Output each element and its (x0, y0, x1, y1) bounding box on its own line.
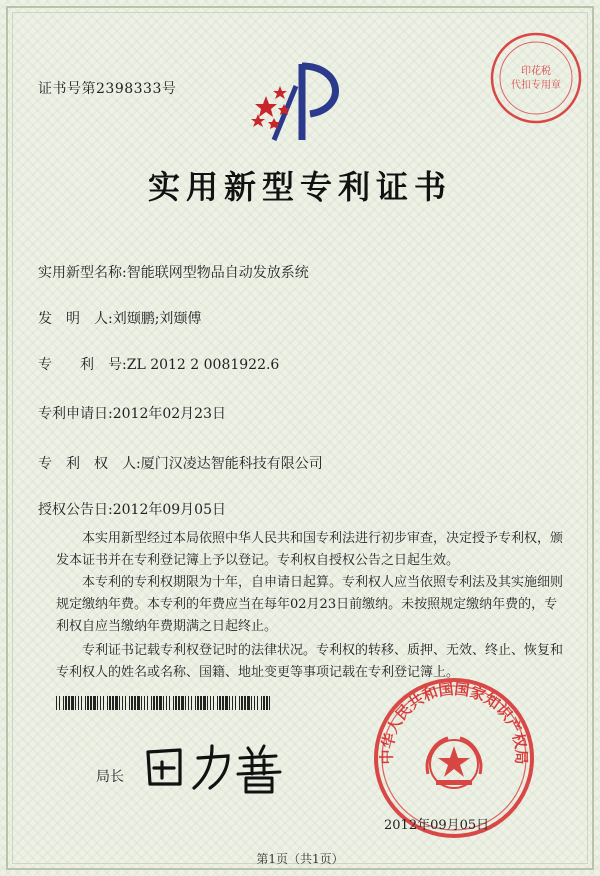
barcode-icon (56, 696, 270, 710)
paragraph-1-cont (56, 550, 564, 572)
field-label: 授权公告日: (38, 502, 113, 518)
field-label: 发 明 人: (38, 311, 113, 327)
paragraph-line: 规定缴纳年费。本专利的年费应当在每年02月23日前缴纳。未按照规定缴纳年费的，专 (56, 597, 558, 612)
filing-date (38, 403, 226, 423)
certificate-number: 证书号第2398333号 (38, 81, 177, 97)
paragraph-line: 专利权人的姓名或名称、国籍、地址变更等事项记载在专利登记簿上。 (56, 665, 460, 680)
field-label: 专 利 号: (38, 357, 127, 373)
field-value: 智能联网型物品自动发放系统 (126, 265, 309, 281)
page-number: 第1页（共1页） (256, 852, 344, 866)
seal-date: 2012年09月05日 (384, 818, 490, 833)
director-signature-icon (140, 738, 300, 796)
paragraph-line: 利权自应当缴纳年费期满之日起终止。 (56, 619, 278, 634)
patent-number (38, 354, 279, 374)
paragraph-line: 专利证书记载专利权登记时的法律状况。专利权的转移、质押、无效、终止、恢复和 (82, 643, 564, 658)
paragraph-line: 本专利的专利权期限为十年，自申请日起算。专利权人应当依照专利法及其实施细则 (82, 575, 564, 590)
field-label: 实用新型名称: (38, 265, 127, 281)
cnipa-logo-icon (244, 56, 360, 148)
paragraph-3 (56, 640, 564, 662)
svg-text:印花税: 印花税 (521, 66, 551, 77)
paragraph-line: 发本证书并在专利登记簿上予以登记。专利权自授权公告之日起生效。 (56, 553, 460, 568)
field-value: 2012年02月23日 (112, 406, 226, 422)
page-title: 实用新型专利证书 (147, 168, 452, 206)
svg-text:代扣专用章: 代扣专用章 (511, 80, 561, 91)
field-value: 厦门汉凌达智能科技有限公司 (140, 456, 323, 472)
paragraph-1 (56, 528, 564, 550)
field-value: ZL 2012 2 0081922.6 (126, 357, 280, 373)
field-value: 刘颋鹏;刘颋傅 (112, 311, 202, 327)
paragraph-line: 本实用新型经过本局依照中华人民共和国专利法进行初步审查，决定授予专利权，颁 (82, 531, 564, 546)
field-value: 2012年09月05日 (112, 502, 226, 518)
announcement-date (38, 499, 226, 519)
field-label: 专 利 权 人: (38, 456, 141, 472)
field-label: 专利申请日: (38, 406, 113, 422)
seal-text: 中华人民共和国国家知识产权局 (377, 680, 531, 765)
paragraph-2 (56, 572, 564, 594)
patentee (38, 453, 323, 473)
tax-stamp-icon (488, 30, 584, 126)
paragraph-2-cont (56, 594, 564, 638)
director-label: 局长 (96, 769, 124, 785)
inventor (38, 308, 201, 328)
utility-model-name (38, 262, 309, 282)
